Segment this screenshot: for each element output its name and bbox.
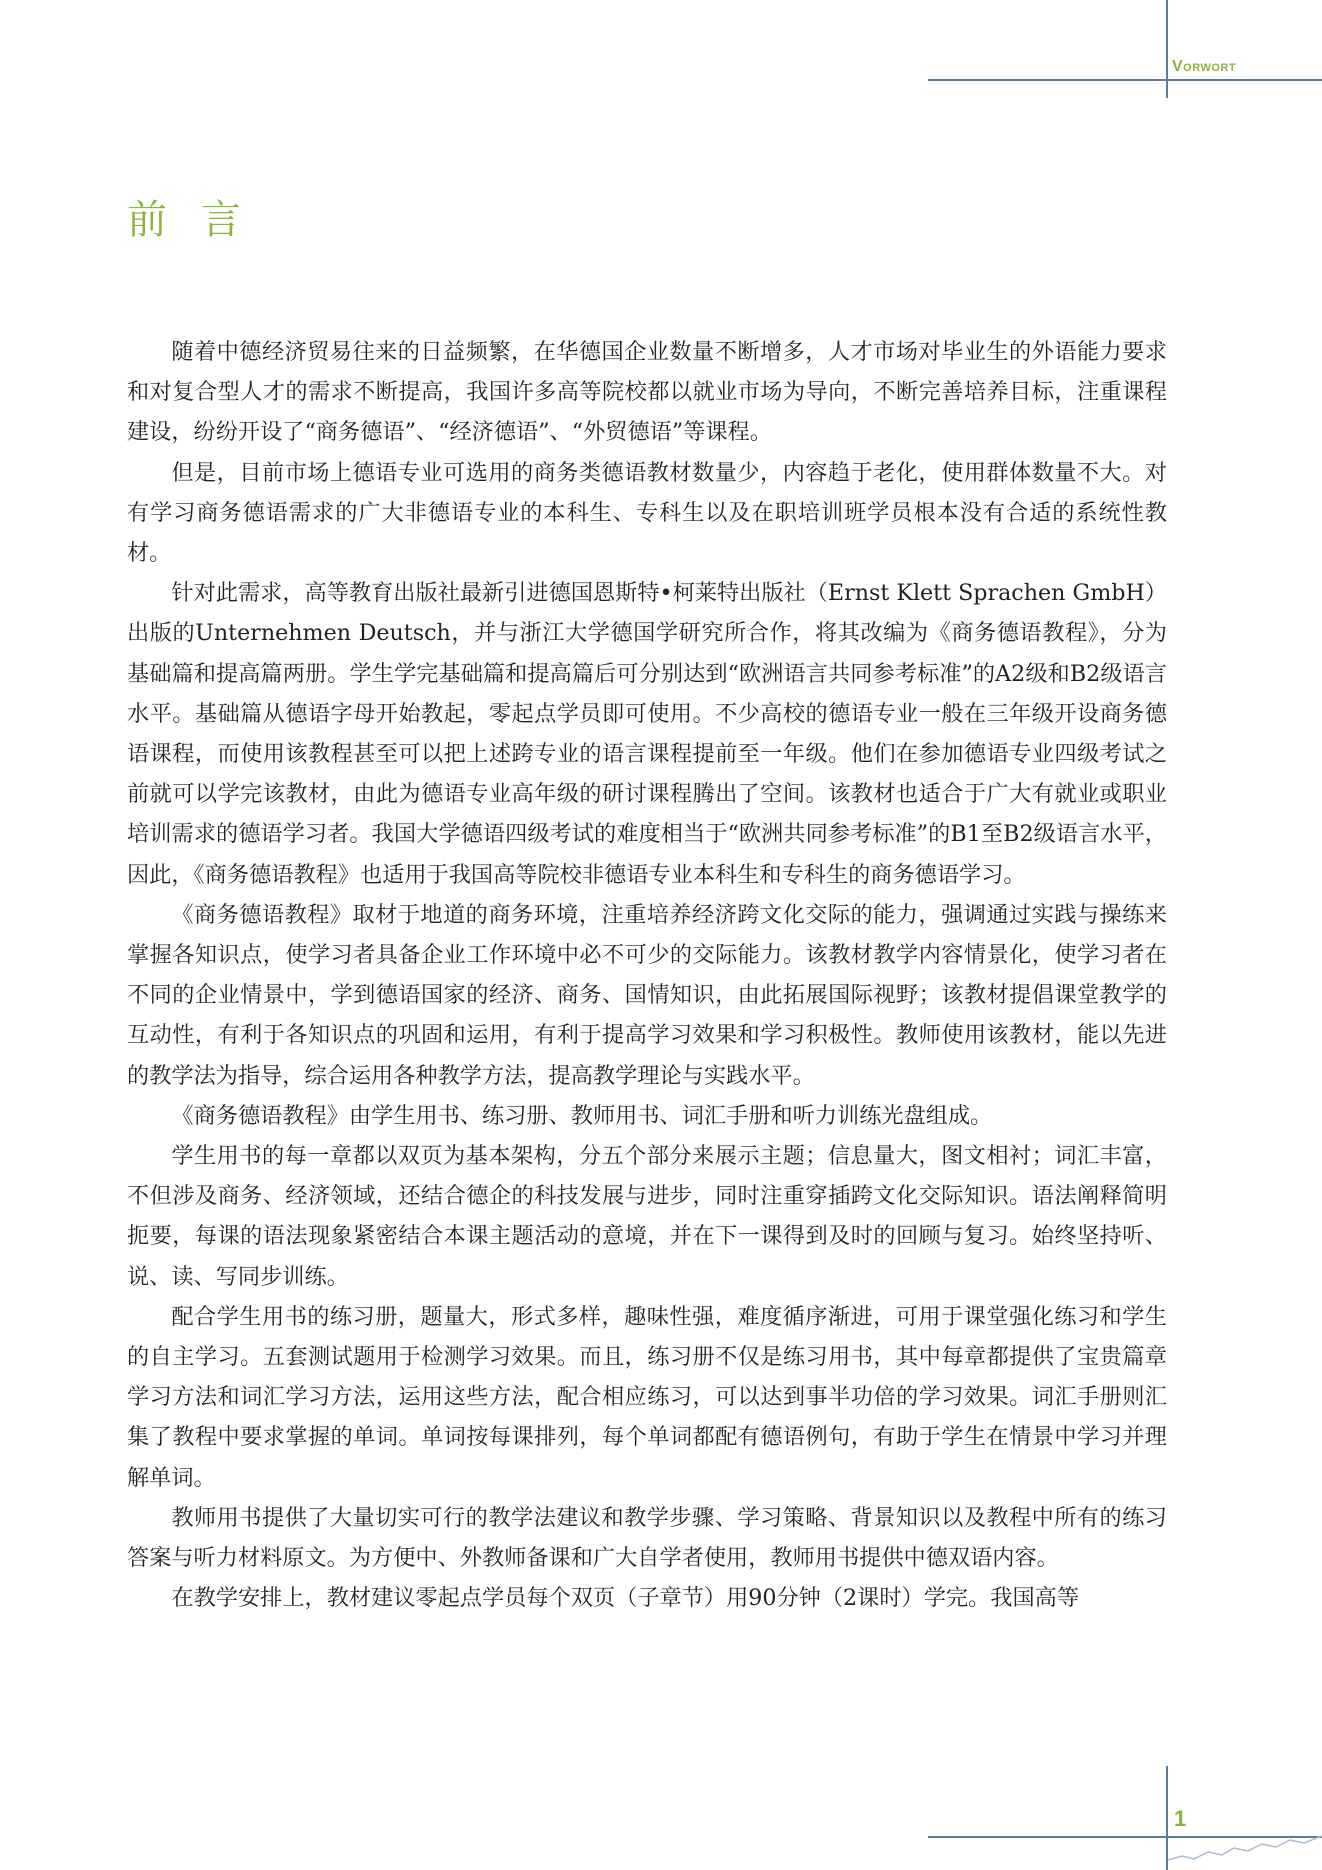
paragraph: 学生用书的每一章都以双页为基本架构，分五个部分来展示主题；信息量大，图文相衬；词汇丰富，不但涉及商务、经济领域，还结合德企的科技发展与进步，同时注重穿插跨文化交际知识。语法阐释简明扼要，每课的语法现象紧密结合本课主题活动的意境，并在下一课得到及时的回顾与复习。始终坚持听、说、读、写同步训练。 <box>127 1143 1167 1290</box>
paragraph: 随着中德经济贸易往来的日益频繁，在华德国企业数量不断增多，人才市场对毕业生的外语能力要求和对复合型人才的需求不断提高，我国许多高等院校都以就业市场为导向，不断完善培养目标，注重课程建设，纷纷开设了“商务德语”、“经济德语”、“外贸德语”等课程。 <box>127 339 1167 446</box>
paragraph: 教师用书提供了大量切实可行的教学法建议和教学步骤、学习策略、背景知识以及教程中所有的练习答案与听力材料原文。为方便中、外教师备课和广大自学者使用，教师用书提供中德双语内容。 <box>127 1504 1167 1572</box>
header-rule-vertical <box>1166 0 1168 98</box>
header-rule <box>928 79 1322 81</box>
page-title: 前言 <box>127 197 275 243</box>
page-number: 1 <box>1174 1806 1187 1831</box>
decorative-line-graphic <box>1168 1826 1322 1866</box>
body-text <box>127 332 1167 1619</box>
paragraph: 但是，目前市场上德语专业可选用的商务类德语教材数量少，内容趋于老化，使用群体数量不大。对有学习商务德语需求的广大非德语专业的本科生、专科生以及在职培训班学员根本没有合适的系统性教材。 <box>127 459 1167 567</box>
paragraph: 在教学安排上，教材建议零起点学员每个双页（子章节）用90分钟（2课时）学完。我国高等 <box>171 1585 1080 1612</box>
paragraph: 配合学生用书的练习册，题量大，形式多样，趣味性强，难度循序渐进，可用于课堂强化练习和学生的自主学习。五套测试题用于检测学习效果。而且，练习册不仅是练习用书，其中每章都提供了宝贵篇章学习方法和词汇学习方法，运用这些方法，配合相应练习，可以达到事半功倍的学习效果。词汇手册则汇集了教程中要求掌握的单词。单词按每课排列，每个单词都配有德语例句，有助于学生在情景中学习并理解单词。 <box>127 1303 1167 1491</box>
section-label: Vorwort <box>1172 58 1237 75</box>
paragraph: 《商务德语教程》由学生用书、练习册、教师用书、词汇手册和听力训练光盘组成。 <box>171 1102 993 1129</box>
paragraph: 针对此需求，高等教育出版社最新引进德国恩斯特•柯莱特出版社（Ernst Klett Sprachen GmbH）出版的Unternehmen Deutsch，并与浙江大学德国学研究所合作，将其改编为《商务德语教程》，分为基础篇和提高篇两册。学生学完基础篇和提高篇后可分别达到“欧洲语言共同参考标准”的A2级和B2级语言水平。基础篇从德语字母开始教起，零起点学员即可使用。不少高校的德语专业一般在三年级开设商务德语课程，而使用该教程甚至可以把上述跨专业的语言课程提前至一年级。他们在参加德语专业四级考试之前就可以学完该教材，由此为德语专业高年级的研讨课程腾出了空间。该教材也适合于广大有就业或职业培训需求的德语学习者。我国大学德语四级考试的难度相当于“欧洲共同参考标准”的B1至B2级语言水平，因此，《商务德语教程》也适用于我国高等院校非德语专业本科生和专科生的商务德语学习。 <box>127 580 1167 888</box>
paragraph: 《商务德语教程》取材于地道的商务环境，注重培养经济跨文化交际的能力，强调通过实践与操练来掌握各知识点，使学习者具备企业工作环境中必不可少的交际能力。该教材教学内容情景化，使学习者在不同的企业情景中，学到德语国家的经济、商务、国情知识，由此拓展国际视野；该教材提倡课堂教学的互动性，有利于各知识点的巩固和运用，有利于提高学习效果和学习积极性。教师使用该教材，能以先进的教学法为指导，综合运用各种教学方法，提高教学理论与实践水平。 <box>127 901 1167 1089</box>
